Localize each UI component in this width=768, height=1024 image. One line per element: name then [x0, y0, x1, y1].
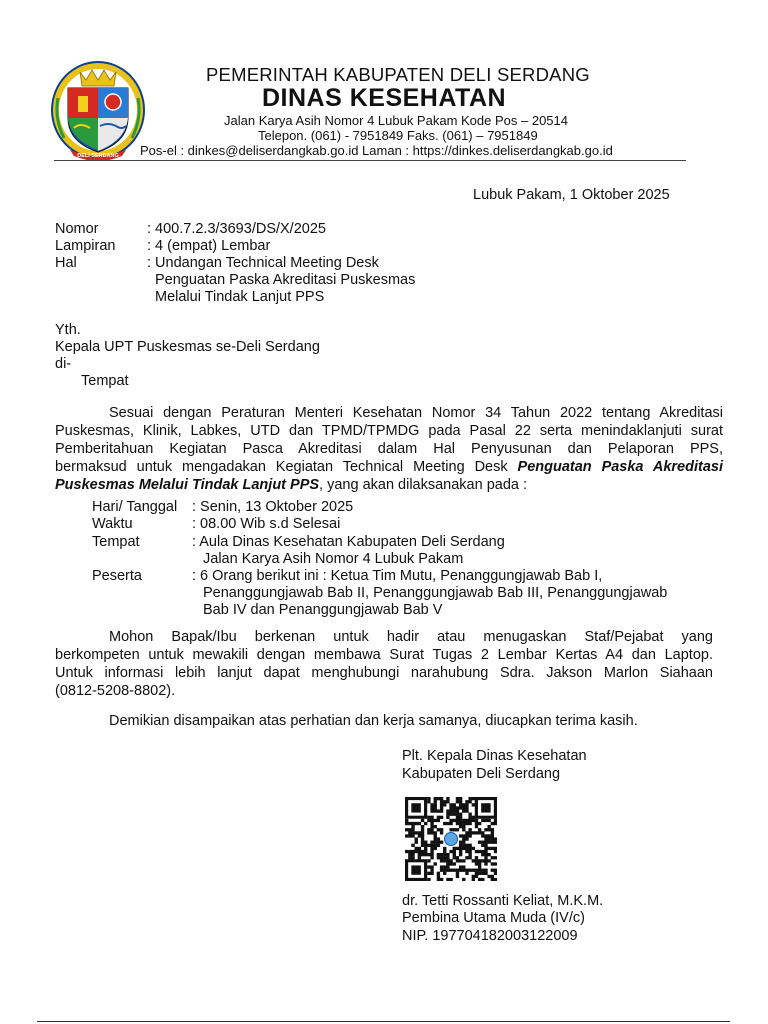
signer-position-line-1: Plt. Kepala Dinas Kesehatan	[402, 748, 587, 764]
signer-rank: Pembina Utama Muda (IV/c)	[402, 910, 585, 926]
schedule-place-line-2: Jalan Karya Asih Nomor 4 Lubuk Pakam	[203, 551, 464, 567]
schedule-participants-line-1: : 6 Orang berikut ini : Ketua Tim Mutu, Penanggungjawab Bab I,	[192, 568, 603, 584]
agency-name: DINAS KESEHATAN	[262, 84, 507, 112]
body-p1-line-5	[55, 476, 527, 494]
agency-phone: Telepon. (061) - 7951849 Faks. (061) – 7951849	[258, 128, 538, 143]
body-p1-line-4	[55, 458, 723, 476]
recipient-name: Kepala UPT Puskesmas se-Deli Serdang	[55, 339, 320, 355]
signer-name: dr. Tetti Rossanti Keliat, M.K.M.	[402, 893, 604, 909]
signer-position-line-2: Kabupaten Deli Serdang	[402, 766, 561, 782]
letterhead-divider	[54, 160, 686, 161]
activity-title-part-1: Penguatan Paska Akreditasi	[517, 459, 723, 475]
number-value: : 400.7.2.3/3693/DS/X/2025	[147, 221, 326, 237]
body-p1-line-5-text: , yang akan dilaksanakan pada :	[319, 477, 528, 493]
subject-label: Hal	[55, 255, 77, 271]
salutation-yth: Yth.	[55, 322, 81, 338]
letter-date: Lubuk Pakam, 1 Oktober 2025	[473, 187, 670, 203]
schedule-place-line-1: : Aula Dinas Kesehatan Kabupaten Deli Serdang	[192, 534, 505, 550]
subject-line-3: Melalui Tindak Lanjut PPS	[155, 289, 325, 305]
subject-line-2: Penguatan Paska Akreditasi Puskesmas	[155, 272, 416, 288]
body-p2-line-1: Mohon Bapak/Ibu berkenan untuk hadir atau menugaskan Staf/Pejabat yang	[109, 629, 713, 645]
page-bottom-border	[37, 1021, 730, 1022]
agency-contact: Pos-el : dinkes@deliserdangkab.go.id Laman : https://dinkes.deliserdangkab.go.id	[140, 143, 613, 158]
schedule-time-label: Waktu	[92, 516, 133, 532]
body-p1-line-2: Puskesmas, Klinik, Labkes, UTD dan TPMD/TPMDG pada Pasal 22 serta menindaklanjuti surat	[55, 423, 723, 439]
schedule-day-label: Hari/ Tanggal	[92, 499, 178, 515]
attachment-label: Lampiran	[55, 238, 116, 254]
schedule-participants-line-2: Penanggungjawab Bab II, Penanggungjawab Bab III, Penanggungjawab	[203, 585, 668, 601]
body-p2-line-2: berkompeten untuk mewakili dengan membawa Surat Tugas 2 Lembar Kertas A4 dan Laptop.	[55, 647, 713, 663]
signature-qr-code	[405, 797, 497, 881]
body-p2-line-4: (0812-5208-8802).	[55, 683, 176, 699]
body-closing: Demikian disampaikan atas perhatian dan kerja samanya, diucapkan terima kasih.	[109, 713, 638, 729]
signer-nip: NIP. 197704182003122009	[402, 928, 578, 944]
schedule-day-value: : Senin, 13 Oktober 2025	[192, 499, 354, 515]
schedule-place-label: Tempat	[92, 534, 140, 550]
attachment-value: : 4 (empat) Lembar	[147, 238, 271, 254]
body-p2-line-3: Untuk informasi lebih lanjut dapat menghubungi narahubung Sdra. Jakson Marlon Siahaan	[55, 665, 713, 681]
agency-address: Jalan Karya Asih Nomor 4 Lubuk Pakam Kode Pos – 20514	[224, 113, 568, 128]
body-p1-line-3: Pemberitahuan Kegiatan Pasca Akreditasi dalam Hal Penyusunan dan Pelaporan PPS,	[55, 441, 723, 457]
recipient-di: di-	[55, 356, 72, 372]
deli-serdang-regency-logo	[50, 58, 146, 162]
body-p1-line-1: Sesuai dengan Peraturan Menteri Kesehatan Nomor 34 Tahun 2022 tentang Akreditasi	[109, 405, 723, 421]
recipient-place: Tempat	[81, 373, 129, 389]
body-p1-line-4-text: bermaksud untuk mengadakan Kegiatan Technical Meeting Desk	[55, 459, 518, 475]
schedule-participants-label: Peserta	[92, 568, 142, 584]
number-label: Nomor	[55, 221, 99, 237]
government-name: PEMERINTAH KABUPATEN DELI SERDANG	[206, 64, 590, 85]
logo-ribbon-text: DELI SERDANG	[77, 153, 119, 159]
schedule-participants-line-3: Bab IV dan Penanggungjawab Bab V	[203, 602, 443, 618]
schedule-time-value: : 08.00 Wib s.d Selesai	[192, 516, 341, 532]
subject-line-1: : Undangan Technical Meeting Desk	[147, 255, 379, 271]
activity-title-part-2: Puskesmas Melalui Tindak Lanjut PPS	[55, 477, 320, 493]
